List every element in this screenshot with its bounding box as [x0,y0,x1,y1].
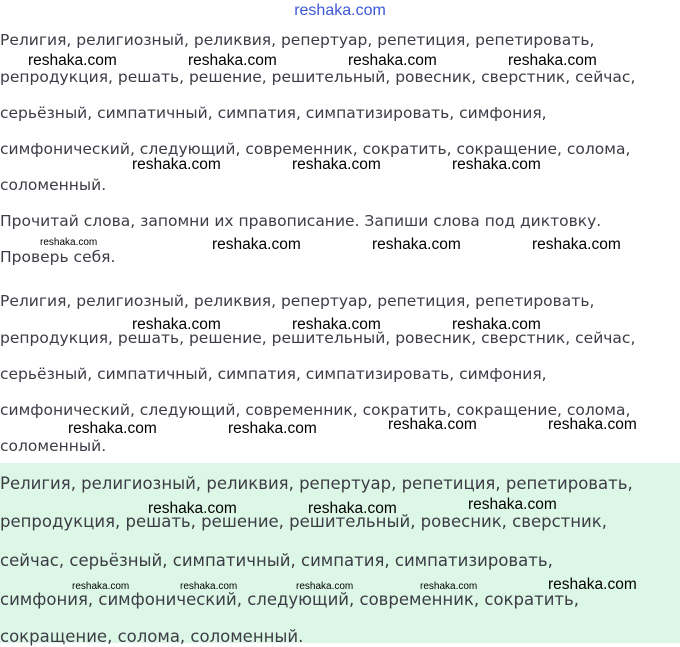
site-header-link[interactable]: reshaka.com [294,2,386,19]
watermark: reshaka.com [180,581,238,592]
watermark: reshaka.com [40,237,98,248]
watermark: reshaka.com [420,581,478,592]
watermark: reshaka.com [132,156,221,173]
word-list-1-line: репродукция, решать, решение, решительный, ровесник, сверстник, сейчас, [0,68,636,86]
watermark: reshaka.com [548,416,637,433]
watermark: reshaka.com [292,156,381,173]
word-list-2-line: репродукция, решать, решение, решительный, ровесник, сверстник, сейчас, [0,329,636,347]
watermark: reshaka.com [452,316,541,333]
word-list-2-line: симфонический, следующий, современник, сократить, сокращение, солома, [0,401,631,419]
watermark: reshaka.com [72,581,130,592]
task-line: Проверь себя. [0,248,116,266]
answer-line: репродукция, решать, решение, решительный, ровесник, сверстник, [0,512,607,531]
task-line: Прочитай слова, запомни их правописание. Запиши слова под диктовку. [0,212,602,230]
watermark: reshaka.com [452,156,541,173]
watermark: reshaka.com [296,581,354,592]
answer-line: Религия, религиозный, реликвия, репертуар, репетиция, репетировать, [0,474,633,493]
answer-line: сокращение, солома, соломенный. [0,627,304,646]
watermark: reshaka.com [28,52,117,69]
answer-line: симфония, симфонический, следующий, современник, сократить, [0,590,580,609]
word-list-1-line: соломенный. [0,176,107,194]
watermark: reshaka.com [212,236,301,253]
watermark: reshaka.com [508,52,597,69]
watermark: reshaka.com [372,236,461,253]
watermark: reshaka.com [348,52,437,69]
word-list-2-line: Религия, религиозный, реликвия, репертуар, репетиция, репетировать, [0,292,595,310]
word-list-1-line: серьёзный, симпатичный, симпатия, симпатизировать, симфония, [0,104,547,122]
watermark: reshaka.com [68,420,157,437]
watermark: reshaka.com [468,496,557,513]
word-list-2-line: серьёзный, симпатичный, симпатия, симпатизировать, симфония, [0,365,547,383]
watermark: reshaka.com [548,576,637,593]
watermark: reshaka.com [188,52,277,69]
watermark: reshaka.com [388,416,477,433]
word-list-1-line: симфонический, следующий, современник, сократить, сокращение, солома, [0,140,631,158]
watermark: reshaka.com [308,500,397,517]
answer-line: сейчас, серьёзный, симпатичный, симпатия, симпатизировать, [0,551,553,570]
word-list-2-line: соломенный. [0,437,107,455]
watermark: reshaka.com [532,236,621,253]
watermark: reshaka.com [148,500,237,517]
watermark: reshaka.com [292,316,381,333]
watermark: reshaka.com [228,420,317,437]
watermark: reshaka.com [132,316,221,333]
word-list-1-line: Религия, религиозный, реликвия, репертуар, репетиция, репетировать, [0,31,595,49]
